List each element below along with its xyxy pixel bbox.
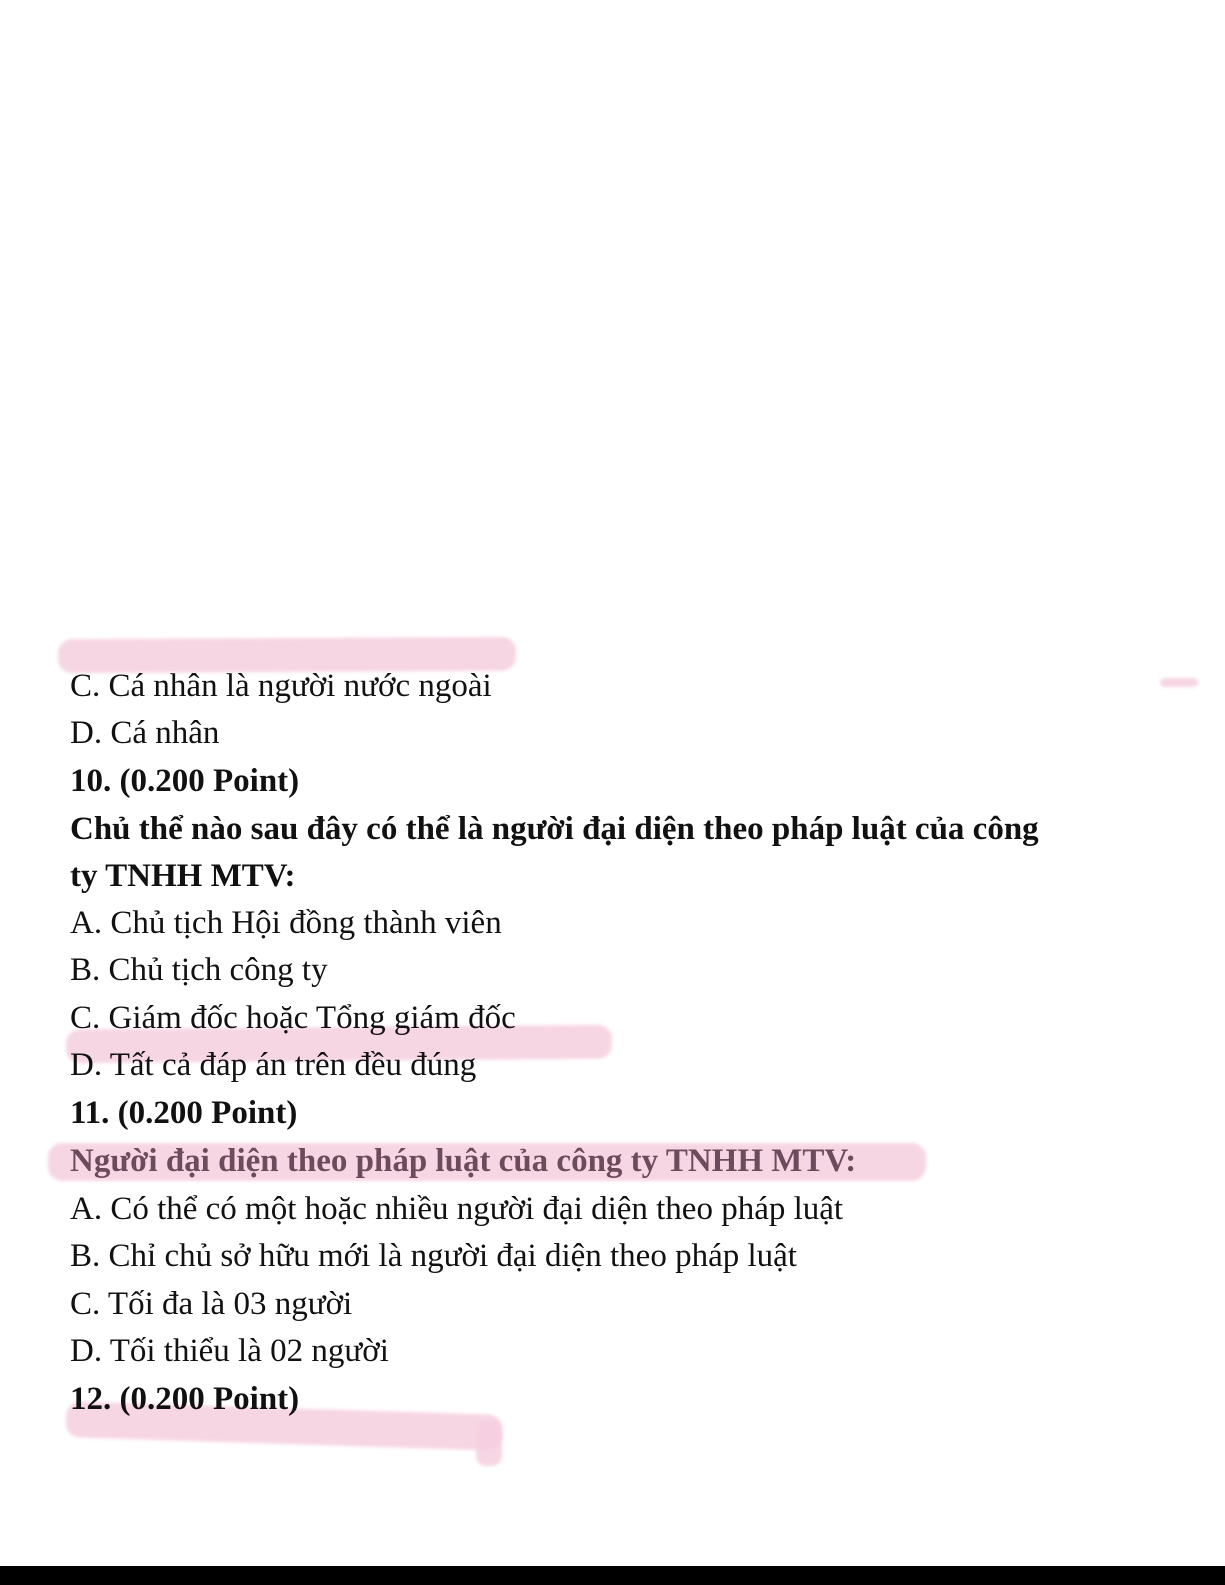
highlight-mark-right-edge [1160, 678, 1198, 687]
q11-question: Người đại diện theo pháp luật của công ty TNHH MTV: [70, 1143, 857, 1179]
q10-question-line2: ty TNHH MTV: [70, 858, 296, 894]
q11-option-c: C. Tối đa là 03 người [70, 1286, 353, 1322]
q11-header: 11. (0.200 Point) [70, 1095, 298, 1131]
q10-option-d: D. Tất cả đáp án trên đều đúng [70, 1047, 477, 1083]
q9-option-d: D. Cá nhân [70, 715, 220, 751]
q10-option-a: A. Chủ tịch Hội đồng thành viên [70, 905, 502, 941]
q11-option-a: A. Có thể có một hoặc nhiều người đại diện theo pháp luật [70, 1191, 844, 1227]
q10-option-b: B. Chủ tịch công ty [70, 952, 328, 988]
q11-option-d: D. Tối thiểu là 02 người [70, 1333, 389, 1369]
page-bottom-border [0, 1566, 1225, 1585]
q10-header: 10. (0.200 Point) [70, 763, 300, 799]
highlight-mark-q12-tail [476, 1420, 502, 1466]
q10-question-line1: Chủ thể nào sau đây có thể là người đại diện theo pháp luật của công [70, 811, 1039, 847]
q11-option-b: B. Chỉ chủ sở hữu mới là người đại diện theo pháp luật [70, 1238, 797, 1274]
q12-header: 12. (0.200 Point) [70, 1381, 300, 1417]
q10-option-c: C. Giám đốc hoặc Tổng giám đốc [70, 1000, 516, 1036]
q9-option-c: C. Cá nhân là người nước ngoài [70, 668, 492, 704]
